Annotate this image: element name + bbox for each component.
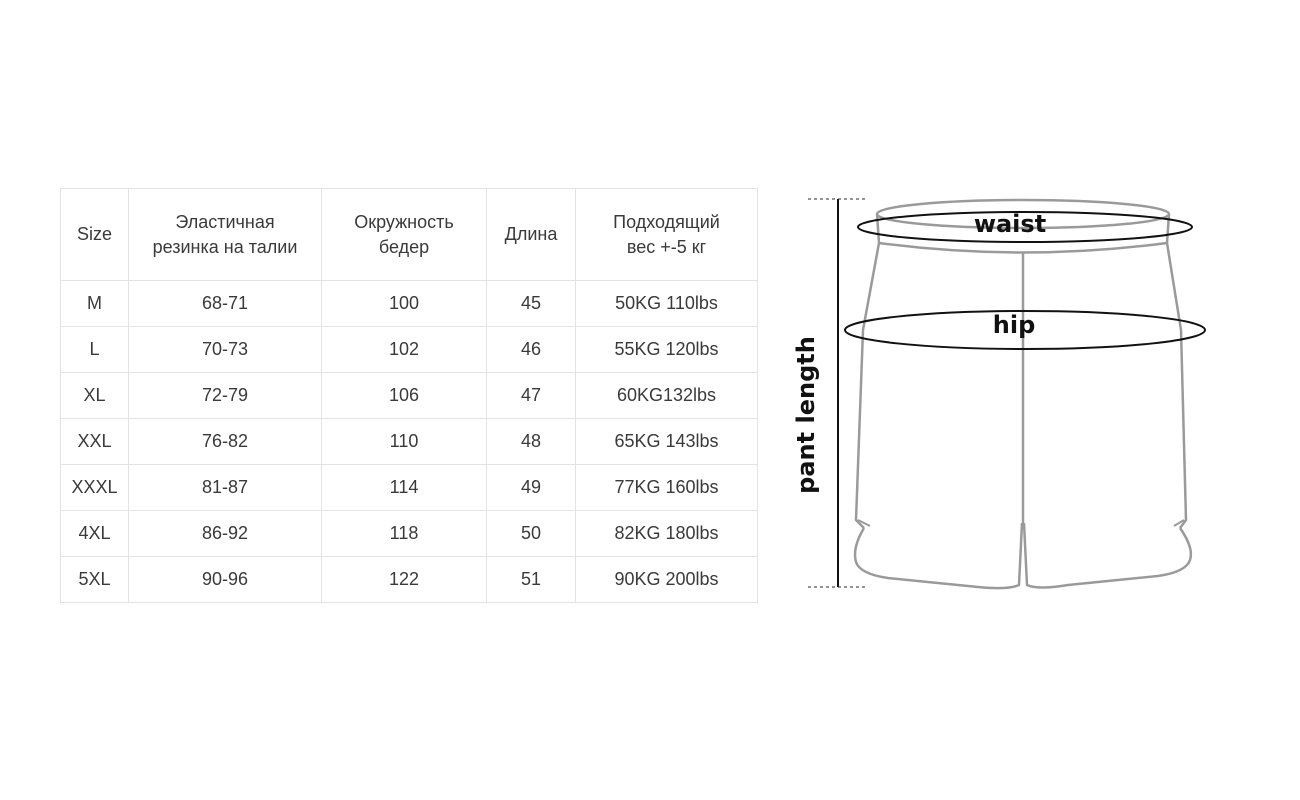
table-row xyxy=(61,557,758,603)
cell-size: XL xyxy=(61,373,129,419)
size-chart-table xyxy=(60,188,758,603)
cell-weight: 60KG132lbs xyxy=(576,373,758,419)
cell-waist: 72-79 xyxy=(129,373,322,419)
cell-hip: 102 xyxy=(322,327,487,373)
cell-waist: 70-73 xyxy=(129,327,322,373)
table-row xyxy=(61,465,758,511)
table-header-row xyxy=(61,189,758,281)
cell-size: 5XL xyxy=(61,557,129,603)
cell-weight: 65KG 143lbs xyxy=(576,419,758,465)
pant-length-label: pant length xyxy=(792,336,820,494)
cell-weight: 90KG 200lbs xyxy=(576,557,758,603)
header-weight: Подходящий вес +-5 кг xyxy=(576,189,758,281)
cell-size: XXXL xyxy=(61,465,129,511)
header-waist: Эластичная резинка на талии xyxy=(129,189,322,281)
cell-length: 46 xyxy=(487,327,576,373)
cell-length: 47 xyxy=(487,373,576,419)
cell-waist: 68-71 xyxy=(129,281,322,327)
table-row xyxy=(61,511,758,557)
cell-weight: 55KG 120lbs xyxy=(576,327,758,373)
cell-length: 45 xyxy=(487,281,576,327)
table-row xyxy=(61,373,758,419)
header-length: Длина xyxy=(487,189,576,281)
cell-size: 4XL xyxy=(61,511,129,557)
cell-length: 48 xyxy=(487,419,576,465)
cell-length: 49 xyxy=(487,465,576,511)
hip-label: hip xyxy=(992,311,1036,339)
cell-size: XXL xyxy=(61,419,129,465)
cell-waist: 86-92 xyxy=(129,511,322,557)
table-row xyxy=(61,419,758,465)
cell-length: 51 xyxy=(487,557,576,603)
header-hip: Окружность бедер xyxy=(322,189,487,281)
cell-size: L xyxy=(61,327,129,373)
cell-weight: 50KG 110lbs xyxy=(576,281,758,327)
cell-hip: 100 xyxy=(322,281,487,327)
cell-weight: 82KG 180lbs xyxy=(576,511,758,557)
cell-weight: 77KG 160lbs xyxy=(576,465,758,511)
cell-waist: 90-96 xyxy=(129,557,322,603)
cell-hip: 118 xyxy=(322,511,487,557)
cell-hip: 114 xyxy=(322,465,487,511)
cell-hip: 122 xyxy=(322,557,487,603)
cell-size: M xyxy=(61,281,129,327)
header-size: Size xyxy=(61,189,129,281)
cell-waist: 76-82 xyxy=(129,419,322,465)
cell-hip: 110 xyxy=(322,419,487,465)
cell-hip: 106 xyxy=(322,373,487,419)
table-row xyxy=(61,281,758,327)
cell-length: 50 xyxy=(487,511,576,557)
shorts-measurement-diagram xyxy=(780,185,1220,605)
cell-waist: 81-87 xyxy=(129,465,322,511)
shorts-outline xyxy=(855,200,1191,588)
waist-label: waist xyxy=(973,210,1047,238)
table-row xyxy=(61,327,758,373)
